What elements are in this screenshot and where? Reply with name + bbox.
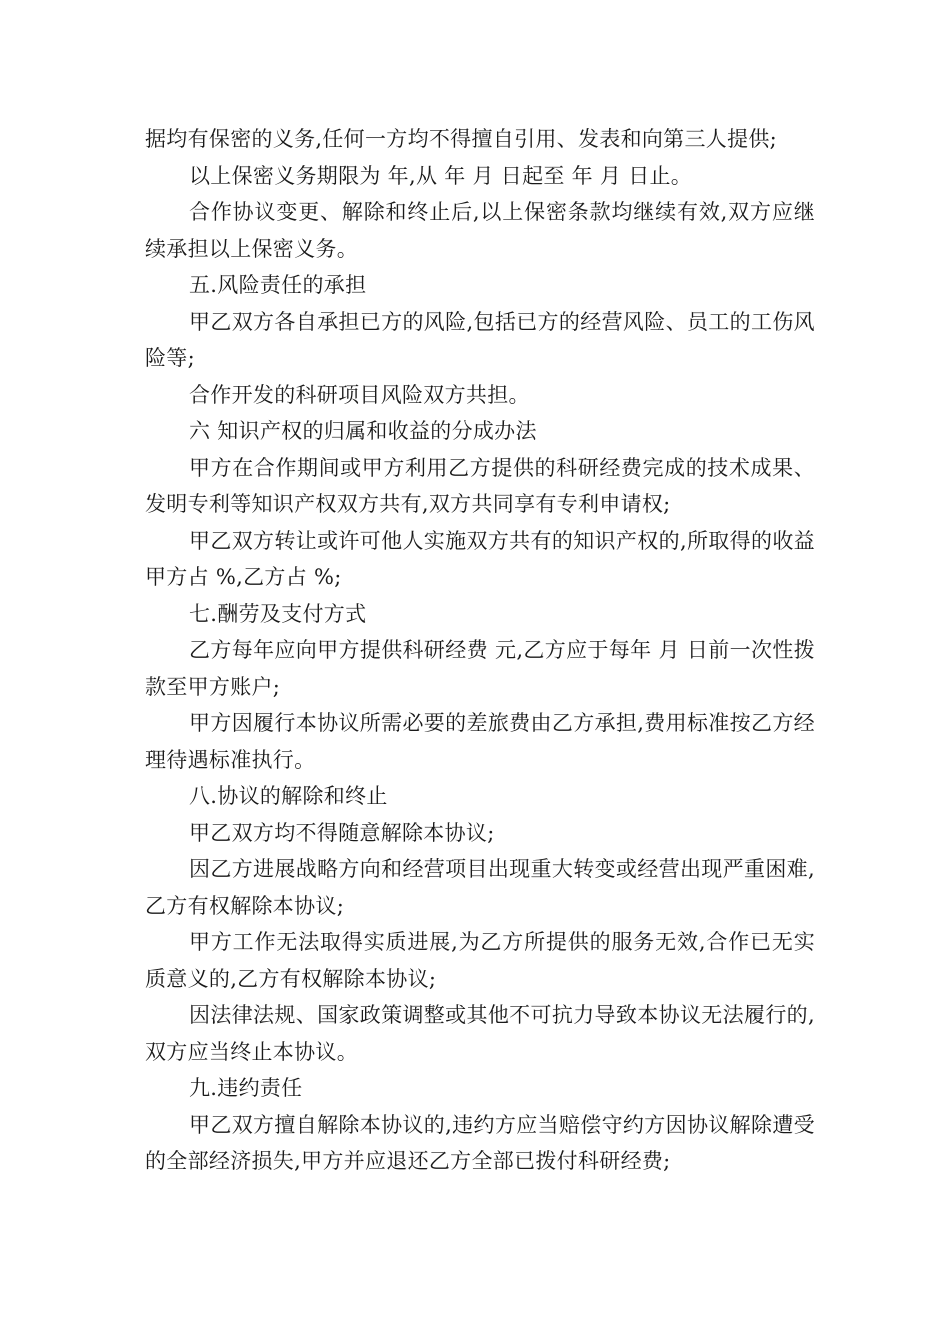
section-heading-risk: 五.风险责任的承担: [189, 273, 367, 297]
paragraph-risk-shared: 合作开发的科研项目风险双方共担。: [189, 382, 530, 407]
section-heading-liability: 九.违约责任: [189, 1076, 303, 1100]
paragraph-ip-revenue: 甲乙双方转让或许可他人实施双方共有的知识产权的,所取得的收益甲方占 %,乙方占 %;: [145, 528, 815, 589]
paragraph-payment-funding: 乙方每年应向甲方提供科研经费 元,乙方应于每年 月 日前一次性拨款至甲方账户;: [145, 638, 815, 699]
paragraph-payment-travel: 甲方因履行本协议所需必要的差旅费由乙方承担,费用标准按乙方经理待遇标准执行。: [145, 711, 815, 772]
paragraph-liability-breach: 甲乙双方擅自解除本协议的,违约方应当赔偿守约方因协议解除遭受的全部经济损失,甲方并应退还乙方全部已拨付科研经费;: [145, 1112, 815, 1173]
paragraph-confidentiality-term: 以上保密义务期限为 年,从 年 月 日起至 年 月 日止。: [189, 163, 693, 188]
paragraph-termination-strategy: 因乙方进展战略方向和经营项目出现重大转变或经营出现严重困难,乙方有权解除本协议;: [145, 857, 815, 918]
paragraph-termination-force-majeure: 因法律法规、国家政策调整或其他不可抗力导致本协议无法履行的,双方应当终止本协议。: [145, 1003, 815, 1064]
paragraph-termination-no-progress: 甲方工作无法取得实质进展,为乙方所提供的服务无效,合作已无实质意义的,乙方有权解除本协议;: [145, 930, 815, 991]
section-heading-ip: 六 知识产权的归属和收益的分成办法: [189, 419, 537, 443]
paragraph-confidentiality-tail: 据均有保密的义务,任何一方均不得擅自引用、发表和向第三人提供;: [145, 127, 778, 151]
paragraph-ip-ownership: 甲方在合作期间或甲方利用乙方提供的科研经费完成的技术成果、发明专利等知识产权双方共有,双方共同享有专利申请权;: [145, 455, 815, 516]
document-body: [145, 121, 815, 1180]
paragraph-termination-no-arbitrary: 甲乙双方均不得随意解除本协议;: [189, 820, 495, 845]
section-heading-termination: 八.协议的解除和终止: [189, 784, 388, 808]
section-heading-payment: 七.酬劳及支付方式: [189, 601, 367, 626]
paragraph-confidentiality-survival: 合作协议变更、解除和终止后,以上保密条款均继续有效,双方应继续承担以上保密义务。: [145, 200, 815, 261]
paragraph-risk-own: 甲乙双方各自承担已方的风险,包括已方的经营风险、员工的工伤风险等;: [145, 309, 815, 370]
